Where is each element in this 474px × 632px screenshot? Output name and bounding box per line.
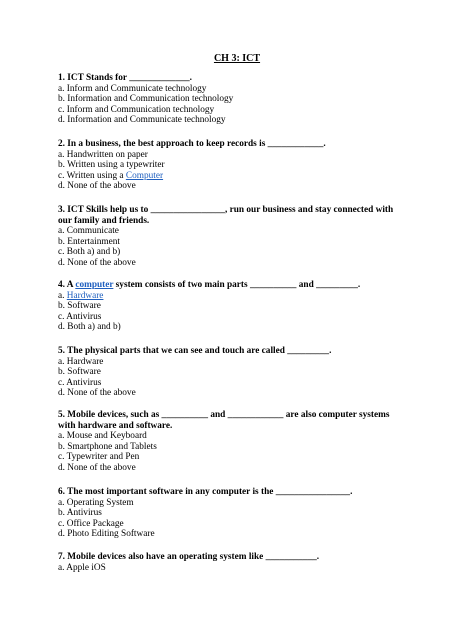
page-title: CH 3: ICT xyxy=(213,53,261,64)
question-1 xyxy=(58,73,418,126)
option-b: b. Entertainment xyxy=(58,236,120,247)
option-c: c. Office Package xyxy=(58,518,124,529)
question-3 xyxy=(58,205,418,269)
option-a: a. Hardware xyxy=(58,356,104,367)
question-4 xyxy=(58,280,418,333)
option-d: d. None of the above xyxy=(58,462,136,473)
question-text: 7. Mobile devices also have an operating system like ___________. xyxy=(58,552,320,562)
question-7 xyxy=(58,552,418,573)
question-text: 1. ICT Stands for _____________. xyxy=(58,73,192,83)
computer-link[interactable]: Computer xyxy=(125,170,164,181)
option-c: c. Antivirus xyxy=(58,377,102,388)
option-a: a. Handwritten on paper xyxy=(58,149,148,160)
option-c: c. Typewriter and Pen xyxy=(58,452,140,463)
question-text: 5. The physical parts that we can see and touch are called _________. xyxy=(58,346,332,356)
question-text: 2. In a business, the best approach to keep records is ____________. xyxy=(58,139,326,149)
question-text: 6. The most important software in any computer is the ________________. xyxy=(58,487,353,497)
option-b: b. Software xyxy=(58,301,101,312)
option-c: c. Both a) and b) xyxy=(58,247,121,258)
option-c xyxy=(58,171,418,182)
option-b: b. Software xyxy=(58,367,101,378)
option-d: d. Both a) and b) xyxy=(58,322,121,333)
question-6 xyxy=(58,487,418,540)
question-text xyxy=(58,280,418,291)
option-a xyxy=(58,291,418,302)
question-text-line-2: with hardware and software. xyxy=(58,420,173,431)
option-a: a. Inform and Communicate technology xyxy=(58,83,207,94)
option-c: c. Antivirus xyxy=(58,311,102,322)
question-text-line-1: 3. ICT Skills help us to ________________, run our business and stay connected with xyxy=(58,205,394,215)
option-c: c. Inform and Communication technology xyxy=(58,104,215,115)
option-d: d. None of the above xyxy=(58,388,136,399)
option-c-prefix: c. Written using a xyxy=(58,170,126,181)
option-d: d. None of the above xyxy=(58,181,136,192)
hardware-link[interactable]: Hardware xyxy=(66,290,104,301)
option-a: a. Communicate xyxy=(58,226,119,237)
option-b: b. Information and Communication technology xyxy=(58,94,234,105)
computer-link[interactable]: computer xyxy=(75,280,114,290)
option-d: d. None of the above xyxy=(58,257,136,268)
option-d: d. Information and Communicate technology xyxy=(58,115,226,126)
question-5b xyxy=(58,410,418,474)
option-a: a. Mouse and Keyboard xyxy=(58,431,147,442)
option-a: a. Apple iOS xyxy=(58,562,106,573)
question-2 xyxy=(58,139,418,192)
option-b: b. Written using a typewriter xyxy=(58,160,165,171)
question-text-line-2: our family and friends. xyxy=(58,215,150,226)
question-suffix: system consists of two main parts __________ and _________. xyxy=(113,280,361,290)
option-d: d. Photo Editing Software xyxy=(58,529,155,540)
option-b: b. Antivirus xyxy=(58,508,102,519)
question-5 xyxy=(58,346,418,399)
option-a: a. Operating System xyxy=(58,497,134,508)
option-a-prefix: a. xyxy=(58,290,67,301)
option-b: b. Smartphone and Tablets xyxy=(58,441,157,452)
question-text-line-1: 5. Mobile devices, such as __________ and ____________ are also computer systems xyxy=(58,410,390,420)
question-prefix: 4. A xyxy=(58,280,76,290)
